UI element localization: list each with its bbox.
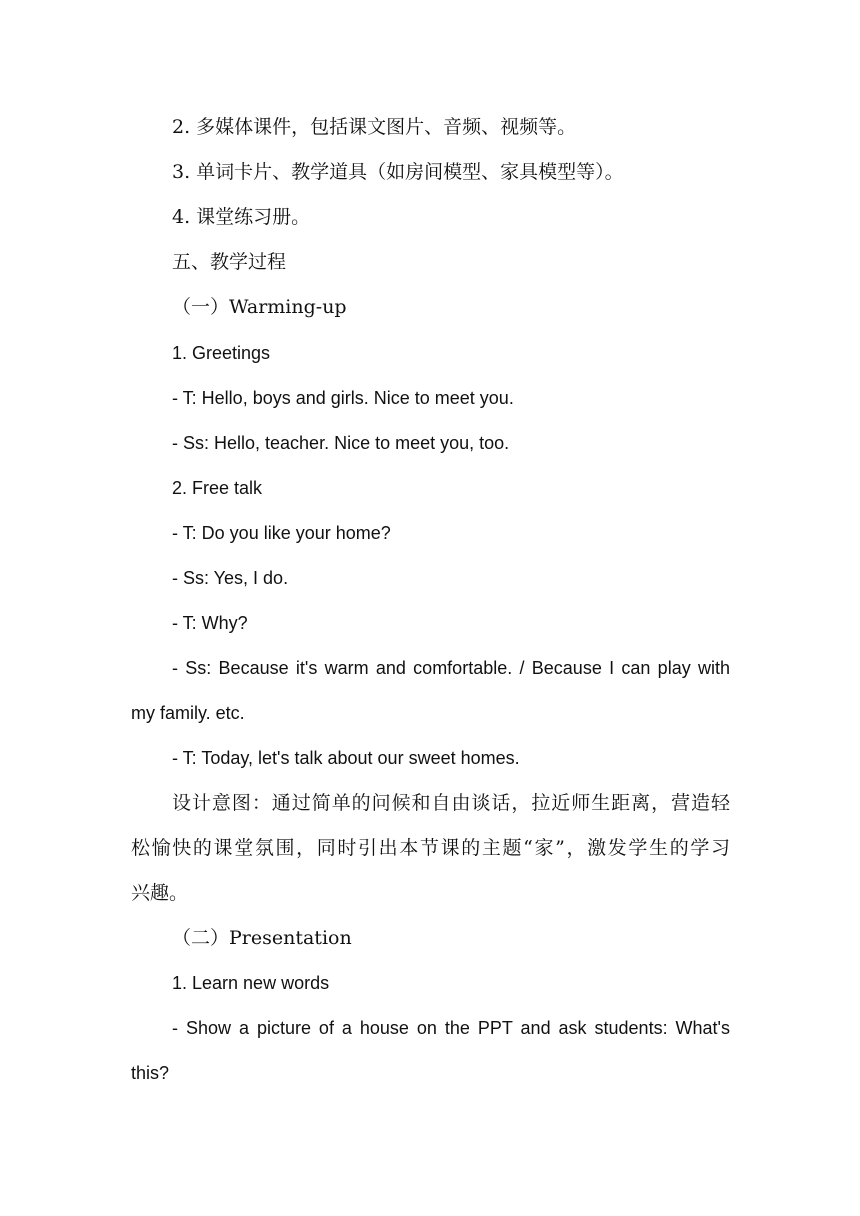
dialogue-line: - T: Do you like your home? (172, 523, 391, 543)
dialogue-line: - Ss: Yes, I do. (172, 568, 289, 588)
material-item-4: 4. 课堂练习册。 (172, 206, 311, 228)
section-heading-teaching-process: 五、教学过程 (172, 251, 287, 273)
design-intent-paragraph: 松愉快的课堂氛围，同时引出本节课的主题“家”，激发学生的学习 (131, 837, 730, 859)
instruction-line-continued: this? (131, 1063, 170, 1083)
design-intent-paragraph: 设计意图：通过简单的问候和自由谈话，拉近师生距离，营造轻 (172, 792, 730, 814)
subsection-heading-warming-up: （一）Warming-up (172, 296, 347, 318)
step-heading-free-talk: 2. Free talk (172, 478, 263, 498)
dialogue-line: - T: Hello, boys and girls. Nice to meet you. (172, 388, 514, 408)
step-heading-greetings: 1. Greetings (172, 343, 271, 363)
dialogue-line: - T: Today, let's talk about our sweet homes. (172, 748, 520, 768)
subsection-heading-presentation: （二）Presentation (172, 927, 352, 949)
instruction-line: - Show a picture of a house on the PPT and ask students: What's (172, 1018, 730, 1038)
dialogue-line: - T: Why? (172, 613, 248, 633)
material-item-2: 2. 多媒体课件，包括课文图片、音频、视频等。 (172, 116, 577, 138)
material-item-3: 3. 单词卡片、教学道具（如房间模型、家具模型等）。 (172, 161, 624, 183)
design-intent-paragraph: 兴趣。 (131, 882, 189, 904)
dialogue-line-continued: my family. etc. (131, 703, 245, 723)
dialogue-line: - Ss: Hello, teacher. Nice to meet you, too. (172, 433, 510, 453)
dialogue-line: - Ss: Because it's warm and comfortable. / Because I can play with (172, 658, 730, 678)
step-heading-learn-new-words: 1. Learn new words (172, 973, 330, 993)
